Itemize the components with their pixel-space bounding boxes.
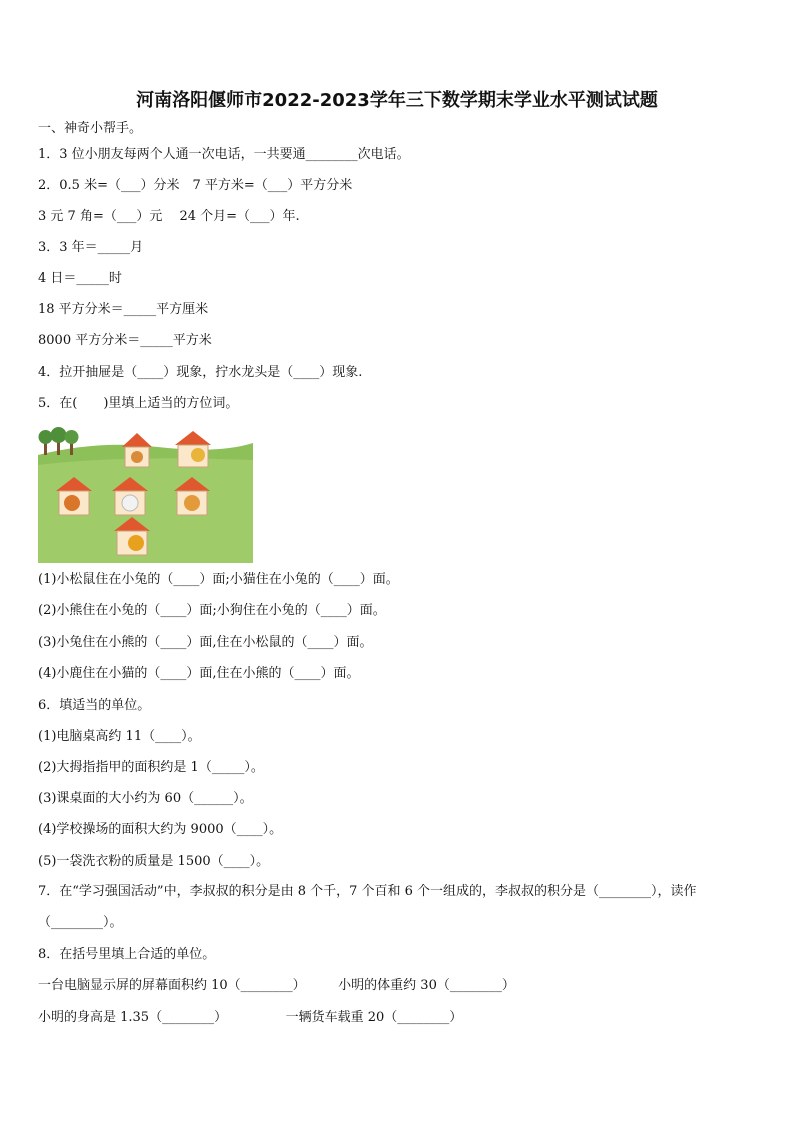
question-6-part-2: (2)大拇指指甲的面积约是 1（_____）。 <box>38 760 264 775</box>
question-6-part-4: (4)学校操场的面积大约为 9000（____）。 <box>38 822 283 837</box>
question-3-line-3: 18 平方分米＝_____平方厘米 <box>38 302 209 317</box>
question-4: 4．拉开抽屉是（____）现象，拧水龙头是（____）现象. <box>38 365 363 380</box>
question-6-part-5: (5)一袋洗衣粉的质量是 1500（____）。 <box>38 854 270 869</box>
houses-illustration <box>38 425 253 563</box>
page-title: 河南洛阳偃师市2022-2023学年三下数学期末学业水平测试试题 <box>136 90 658 111</box>
question-2-line-2: 3 元 7 角=（___）元 24 个月=（___）年. <box>38 209 300 224</box>
question-3-line-2: 4 日＝_____时 <box>38 271 122 286</box>
question-7-line-1: 7．在“学习强国活动”中，李叔叔的积分是由 8 个千，7 个百和 6 个一组成的，李叔叔的积分是（________），读作 <box>38 884 697 899</box>
question-6: 6．填适当的单位。 <box>38 698 151 713</box>
question-1: 1．3 位小朋友每两个人通一次电话，一共要通________次电话。 <box>38 147 410 162</box>
question-5-part-2: (2)小熊住在小兔的（____）面;小狗住在小兔的（____）面。 <box>38 603 386 618</box>
question-6-part-1: (1)电脑桌高约 11（____）。 <box>38 729 201 744</box>
question-5-part-3: (3)小兔住在小熊的（____）面,住在小松鼠的（____）面。 <box>38 635 373 650</box>
question-5: 5．在( )里填上适当的方位词。 <box>38 396 239 411</box>
question-8-row-2: 小明的身高是 1.35（________） 一辆货车载重 20（________） <box>38 1010 463 1025</box>
tree-icon <box>39 427 79 455</box>
question-8-row-1: 一台电脑显示屏的屏幕面积约 10（________） 小明的体重约 30（________） <box>38 978 515 993</box>
section-heading: 一、神奇小帮手。 <box>38 121 143 136</box>
houses-picture <box>38 425 253 563</box>
question-5-part-4: (4)小鹿住在小猫的（____）面,住在小熊的（____）面。 <box>38 666 360 681</box>
question-7-line-2: （________）。 <box>38 915 123 930</box>
question-6-part-3: (3)课桌面的大小约为 60（______）。 <box>38 791 253 806</box>
question-5-part-1: (1)小松鼠住在小兔的（____）面;小猫住在小兔的（____）面。 <box>38 572 399 587</box>
question-2-line-1: 2．0.5 米=（___）分米 7 平方米=（___）平方分米 <box>38 178 353 193</box>
question-3-line-1: 3．3 年＝_____月 <box>38 240 144 255</box>
question-8: 8．在括号里填上合适的单位。 <box>38 947 216 962</box>
question-3-line-4: 8000 平方分米＝_____平方米 <box>38 333 212 348</box>
